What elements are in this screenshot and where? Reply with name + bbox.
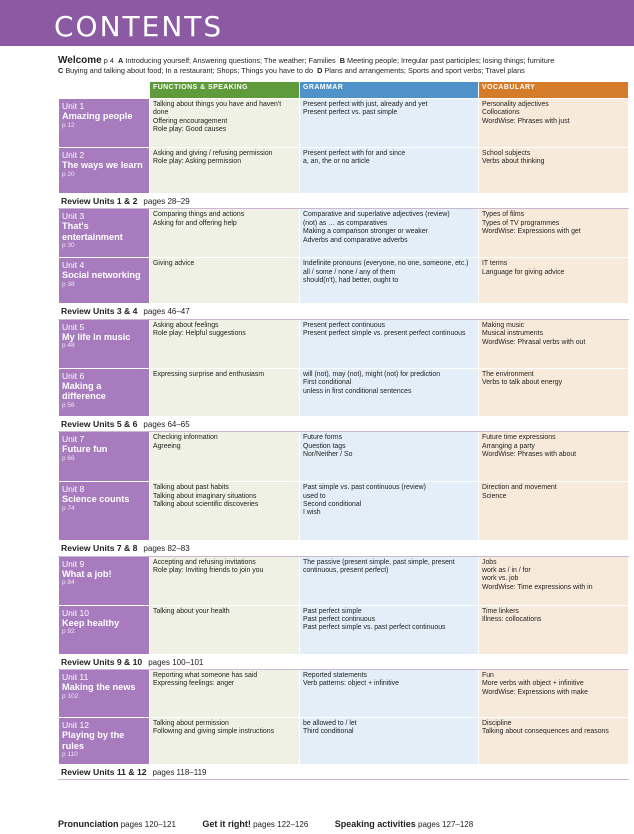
vocabulary-cell bbox=[479, 148, 629, 194]
unit-number: Unit 7 bbox=[62, 434, 85, 445]
welcome-d-text: Plans and arrangements; Sports and sport verbs; Travel plans bbox=[324, 65, 525, 75]
review-row bbox=[59, 765, 629, 780]
grammar-cell-item: should(n't), had better, ought to bbox=[303, 277, 399, 285]
vocabulary-cell bbox=[479, 432, 629, 482]
review-row bbox=[59, 654, 629, 669]
vocabulary-cell-item: WordWise: Phrases with just bbox=[482, 117, 570, 125]
unit-number: Unit 9 bbox=[62, 558, 85, 569]
unit-row bbox=[59, 258, 629, 304]
unit-title[interactable]: Social networking bbox=[62, 270, 141, 281]
functions-cell-item: Talking about past habits bbox=[153, 484, 229, 492]
vocabulary-cell-item: WordWise: Time expressions with in bbox=[482, 583, 593, 591]
vocabulary-cell bbox=[479, 670, 629, 718]
grammar-cell bbox=[300, 368, 479, 416]
unit-cell[interactable] bbox=[59, 605, 150, 654]
grammar-cell-item: Verb patterns: object + infinitive bbox=[303, 680, 399, 688]
grammar-cell-item: First conditional bbox=[303, 379, 352, 387]
unit-cell[interactable] bbox=[59, 368, 150, 416]
grammar-cell-item: Reported statements bbox=[303, 672, 367, 680]
review-label[interactable]: Review Units 3 & 4 bbox=[61, 306, 138, 317]
vocabulary-cell-item: Future time expressions bbox=[482, 434, 556, 442]
grammar-cell bbox=[300, 432, 479, 482]
unit-title[interactable]: My life in music bbox=[62, 331, 131, 342]
unit-cell[interactable] bbox=[59, 99, 150, 148]
functions-cell bbox=[150, 319, 300, 368]
review-cell[interactable] bbox=[59, 654, 629, 669]
unit-number: Unit 2 bbox=[62, 150, 85, 160]
unit-title[interactable]: What a job! bbox=[62, 568, 112, 579]
vocabulary-cell-item: work vs. job bbox=[482, 575, 519, 583]
welcome-line-1 bbox=[58, 56, 628, 66]
functions-cell bbox=[150, 209, 300, 258]
vocabulary-cell-item: Verbs to talk about energy bbox=[482, 379, 563, 387]
unit-cell[interactable] bbox=[59, 432, 150, 482]
vocabulary-cell-item: Personality adjectives bbox=[482, 101, 549, 108]
functions-cell-item: Asking for and offering help bbox=[153, 219, 237, 227]
functions-cell bbox=[150, 482, 300, 541]
vocabulary-cell-item: Types of TV programmes bbox=[482, 219, 560, 227]
contents-body bbox=[59, 99, 629, 780]
review-pages[interactable]: pages 46–47 bbox=[143, 307, 190, 317]
grammar-cell-item: Making a comparison stronger or weaker bbox=[303, 228, 428, 236]
unit-number: Unit 11 bbox=[62, 672, 89, 683]
functions-cell bbox=[150, 718, 300, 765]
welcome-c-text: Buying and talking about food; In a restaurant; Shops; Things you have to do bbox=[65, 65, 314, 75]
functions-cell-item: Role play: Good causes bbox=[153, 126, 227, 134]
grammar-cell bbox=[300, 556, 479, 605]
review-pages[interactable]: pages 82–83 bbox=[143, 544, 190, 554]
grammar-cell-item: Present perfect with just, already and yet bbox=[303, 101, 428, 108]
vocabulary-cell-item: Musical instruments bbox=[482, 330, 543, 338]
unit-page[interactable]: p 30 bbox=[62, 242, 75, 250]
grammar-cell-item: unless in first conditional sentences bbox=[303, 387, 412, 395]
functions-cell bbox=[150, 99, 300, 148]
grammar-cell-item: Second conditional bbox=[303, 501, 362, 509]
vocabulary-cell bbox=[479, 209, 629, 258]
welcome-b-text: Meeting people; Irregular past participles; losing things; furniture bbox=[347, 56, 555, 65]
vocabulary-cell-item: Collocations bbox=[482, 109, 520, 117]
unit-number: Unit 3 bbox=[62, 211, 85, 222]
unit-title[interactable]: Amazing people bbox=[62, 111, 133, 121]
get-it-right-label: Get it right! bbox=[202, 819, 251, 829]
unit-row bbox=[59, 368, 629, 416]
vocabulary-cell-item: Making music bbox=[482, 321, 525, 329]
vocabulary-cell-item: Talking about consequences and reasons bbox=[482, 728, 609, 736]
grammar-cell-item: a, an, the or no article bbox=[303, 158, 370, 166]
grammar-cell bbox=[300, 148, 479, 194]
vocabulary-cell-item: WordWise: Expressions with make bbox=[482, 688, 588, 696]
unit-page[interactable]: p 56 bbox=[62, 401, 75, 409]
unit-cell[interactable] bbox=[59, 319, 150, 368]
vocabulary-cell-item: The environment bbox=[482, 370, 534, 378]
vocabulary-cell bbox=[479, 718, 629, 765]
review-label[interactable]: Review Units 1 & 2 bbox=[61, 196, 138, 206]
unit-column-header bbox=[59, 82, 150, 99]
grammar-cell-item: Third conditional bbox=[303, 728, 354, 736]
vocabulary-cell-item: Discipline bbox=[482, 720, 512, 728]
grammar-cell-item: Present perfect continuous bbox=[303, 321, 385, 329]
review-label[interactable]: Review Units 5 & 6 bbox=[61, 418, 138, 429]
welcome-a-text: Introducing yourself; Answering questions; The weather; Families bbox=[125, 56, 336, 65]
review-pages[interactable]: pages 64–65 bbox=[143, 419, 190, 429]
unit-number: Unit 12 bbox=[62, 720, 89, 731]
vocabulary-cell-item: WordWise: Expressions with get bbox=[482, 228, 581, 236]
grammar-cell-item: Past simple vs. past continuous (review) bbox=[303, 484, 426, 492]
header-banner bbox=[0, 0, 634, 46]
unit-row bbox=[59, 556, 629, 605]
pronunciation-label: Pronunciation bbox=[58, 819, 119, 829]
functions-cell bbox=[150, 670, 300, 718]
vocabulary-cell-item: Time linkers bbox=[482, 607, 519, 615]
grammar-cell-item: The passive (present simple, past simple, present continuous, present perfect) bbox=[303, 558, 455, 575]
functions-cell-item: Role play: Asking permission bbox=[153, 158, 242, 166]
unit-row bbox=[59, 605, 629, 654]
grammar-cell-item: Present perfect with for and since bbox=[303, 150, 406, 157]
vocabulary-cell bbox=[479, 605, 629, 654]
grammar-cell-item: Nor/Neither / So bbox=[303, 451, 353, 459]
review-cell[interactable] bbox=[59, 304, 629, 319]
vocabulary-cell-item: More verbs with object + infinitive bbox=[482, 680, 584, 688]
unit-cell[interactable] bbox=[59, 482, 150, 541]
unit-page[interactable]: p 20 bbox=[62, 170, 75, 178]
unit-title[interactable]: Making the news bbox=[62, 682, 136, 693]
review-row bbox=[59, 541, 629, 556]
functions-cell-item: Talking about permission bbox=[153, 720, 229, 728]
unit-row bbox=[59, 148, 629, 194]
grammar-cell-item: Adverbs and comparative adverbs bbox=[303, 236, 408, 244]
grammar-cell-item: used to bbox=[303, 492, 326, 500]
unit-cell[interactable] bbox=[59, 209, 150, 258]
vocabulary-cell bbox=[479, 482, 629, 541]
functions-cell-item: Comparing things and actions bbox=[153, 211, 245, 219]
functions-cell-item: Expressing surprise and enthusiasm bbox=[153, 370, 265, 378]
unit-title[interactable]: That's entertainment bbox=[62, 221, 123, 242]
welcome-label: Welcome bbox=[58, 55, 102, 66]
unit-page[interactable]: p 12 bbox=[62, 121, 75, 129]
unit-title[interactable]: Future fun bbox=[62, 444, 108, 455]
grammar-cell bbox=[300, 718, 479, 765]
vocabulary-cell bbox=[479, 258, 629, 304]
functions-cell-item: Expressing feelings: anger bbox=[153, 680, 235, 688]
grammar-cell-item: Present perfect vs. past simple bbox=[303, 109, 398, 117]
review-cell[interactable] bbox=[59, 541, 629, 556]
grammar-cell bbox=[300, 482, 479, 541]
functions-cell-item: Asking about feelings bbox=[153, 321, 219, 329]
vocabulary-cell-item: Direction and movement bbox=[482, 484, 557, 492]
vocabulary-cell-item: School subjects bbox=[482, 150, 531, 157]
unit-row bbox=[59, 482, 629, 541]
functions-cell-item: Talking about imaginary situations bbox=[153, 492, 257, 500]
vocabulary-cell-item: Fun bbox=[482, 672, 494, 680]
unit-page[interactable]: p 74 bbox=[62, 504, 75, 512]
unit-row bbox=[59, 209, 629, 258]
functions-cell-item: Offering encouragement bbox=[153, 117, 228, 125]
unit-title[interactable]: The ways we learn bbox=[62, 160, 143, 170]
unit-row bbox=[59, 718, 629, 765]
unit-number: Unit 5 bbox=[62, 321, 85, 332]
welcome-section bbox=[58, 56, 628, 75]
review-row bbox=[59, 416, 629, 431]
pronunciation-pages[interactable]: pages 120–121 bbox=[120, 820, 176, 829]
grammar-cell-item: be allowed to / let bbox=[303, 720, 357, 728]
unit-page[interactable]: p 102 bbox=[62, 692, 79, 700]
review-cell[interactable] bbox=[59, 416, 629, 431]
grammar-cell-item: Past perfect continuous bbox=[303, 616, 376, 624]
unit-number: Unit 10 bbox=[62, 607, 89, 618]
unit-number: Unit 4 bbox=[62, 260, 85, 271]
contents-table bbox=[58, 81, 629, 780]
unit-title[interactable]: Keep healthy bbox=[62, 617, 120, 628]
vocabulary-cell-item: Verbs about thinking bbox=[482, 158, 545, 166]
functions-cell-item: Role play: Helpful suggestions bbox=[153, 330, 246, 338]
unit-page[interactable]: p 38 bbox=[62, 280, 75, 288]
review-label[interactable]: Review Units 9 & 10 bbox=[61, 656, 143, 667]
grammar-cell-item: will (not), may (not), might (not) for prediction bbox=[303, 370, 441, 378]
review-cell[interactable] bbox=[59, 765, 629, 780]
functions-cell bbox=[150, 556, 300, 605]
vocabulary-cell-item: Language for giving advice bbox=[482, 268, 565, 276]
welcome-line-2 bbox=[58, 66, 628, 76]
unit-page[interactable]: p 84 bbox=[62, 579, 75, 587]
vocabulary-cell-item: WordWise: Phrases with about bbox=[482, 451, 577, 459]
unit-page[interactable]: p 48 bbox=[62, 342, 75, 350]
vocabulary-cell-item: Science bbox=[482, 492, 507, 500]
vocabulary-cell-item: Jobs bbox=[482, 558, 497, 566]
functions-column-header: FUNCTIONS & SPEAKING bbox=[150, 82, 300, 99]
unit-row bbox=[59, 432, 629, 482]
get-it-right-pages[interactable]: pages 122–126 bbox=[253, 820, 309, 829]
vocabulary-cell-item: IT terms bbox=[482, 260, 508, 268]
review-row bbox=[59, 304, 629, 319]
unit-page[interactable]: p 110 bbox=[62, 751, 78, 759]
review-row bbox=[59, 194, 629, 209]
unit-title[interactable]: Science counts bbox=[62, 494, 130, 505]
review-label[interactable]: Review Units 11 & 12 bbox=[61, 767, 147, 778]
speaking-activities-pages[interactable]: pages 127–128 bbox=[418, 820, 474, 829]
grammar-cell-item: (not) as … as comparatives bbox=[303, 219, 388, 227]
welcome-b-key: B bbox=[339, 56, 346, 65]
review-cell[interactable] bbox=[59, 194, 629, 209]
vocabulary-cell bbox=[479, 368, 629, 416]
unit-page[interactable]: p 92 bbox=[62, 628, 75, 636]
functions-cell-item: Accepting and refusing invitations bbox=[153, 558, 256, 566]
grammar-cell bbox=[300, 99, 479, 148]
grammar-cell-item: Indefinite pronouns (everyone, no one, someone, etc.) bbox=[303, 260, 469, 268]
speaking-activities-label: Speaking activities bbox=[334, 819, 416, 829]
unit-cell[interactable] bbox=[59, 556, 150, 605]
grammar-cell-item: Past perfect simple vs. past perfect continuous bbox=[303, 624, 446, 632]
grammar-cell bbox=[300, 319, 479, 368]
unit-cell[interactable] bbox=[59, 258, 150, 304]
vocabulary-cell bbox=[479, 99, 629, 148]
functions-cell-item: Talking about things you have and haven't done bbox=[153, 101, 282, 117]
grammar-cell-item: all / some / none / any of them bbox=[303, 268, 396, 276]
grammar-cell bbox=[300, 258, 479, 304]
vocabulary-cell-item: Illness: collocations bbox=[482, 616, 542, 624]
functions-cell-item: Following and giving simple instructions bbox=[153, 728, 275, 736]
unit-cell[interactable] bbox=[59, 670, 150, 718]
welcome-d-key: D bbox=[317, 65, 323, 75]
footer-links bbox=[58, 819, 473, 829]
review-label[interactable]: Review Units 7 & 8 bbox=[61, 543, 138, 554]
functions-cell-item: Talking about your health bbox=[153, 607, 230, 615]
unit-row bbox=[59, 670, 629, 718]
grammar-cell-item: Question tags bbox=[303, 442, 346, 450]
unit-number: Unit 6 bbox=[62, 370, 85, 381]
unit-cell[interactable] bbox=[59, 148, 150, 194]
functions-cell-item: Agreeing bbox=[153, 442, 181, 450]
unit-page[interactable]: p 66 bbox=[62, 454, 75, 462]
vocabulary-cell-item: Arranging a party bbox=[482, 442, 535, 450]
grammar-cell-item: Comparative and superlative adjectives (review) bbox=[303, 211, 450, 219]
welcome-a-key: A bbox=[117, 56, 124, 65]
unit-number: Unit 8 bbox=[62, 484, 85, 495]
review-pages[interactable]: pages 28–29 bbox=[143, 197, 190, 206]
unit-number: Unit 1 bbox=[62, 101, 85, 111]
page-title: CONTENTS bbox=[54, 10, 224, 43]
functions-cell-item: Giving advice bbox=[153, 260, 195, 268]
functions-cell-item: Asking and giving / refusing permission bbox=[153, 150, 273, 157]
vocabulary-cell-item: WordWise: Phrasal verbs with out bbox=[482, 338, 586, 346]
functions-cell bbox=[150, 258, 300, 304]
unit-row bbox=[59, 99, 629, 148]
functions-cell bbox=[150, 368, 300, 416]
vocabulary-cell-item: Types of films bbox=[482, 211, 525, 219]
unit-title[interactable]: Playing by the rules bbox=[62, 730, 125, 751]
vocabulary-cell-item: work as / in / for bbox=[482, 567, 531, 575]
review-pages[interactable]: pages 118–119 bbox=[152, 768, 207, 778]
review-pages[interactable]: pages 100–101 bbox=[148, 657, 204, 667]
grammar-cell-item: I wish bbox=[303, 509, 321, 517]
grammar-cell bbox=[300, 670, 479, 718]
grammar-cell bbox=[300, 605, 479, 654]
vocabulary-cell bbox=[479, 319, 629, 368]
functions-cell-item: Reporting what someone has said bbox=[153, 672, 258, 680]
unit-title[interactable]: Making a difference bbox=[62, 380, 106, 402]
welcome-c-key: C bbox=[58, 65, 64, 75]
functions-cell-item: Talking about scientific discoveries bbox=[153, 501, 259, 509]
unit-cell[interactable] bbox=[59, 718, 150, 765]
grammar-cell-item: Past perfect simple bbox=[303, 607, 362, 615]
grammar-column-header: GRAMMAR bbox=[300, 82, 479, 99]
functions-cell bbox=[150, 605, 300, 654]
grammar-cell-item: Present perfect simple vs. present perfect continuous bbox=[303, 330, 466, 338]
vocabulary-cell bbox=[479, 556, 629, 605]
grammar-cell-item: Future forms bbox=[303, 434, 343, 442]
welcome-page[interactable]: p 4 bbox=[103, 56, 114, 65]
unit-row bbox=[59, 319, 629, 368]
functions-cell-item: Checking information bbox=[153, 434, 218, 442]
grammar-cell bbox=[300, 209, 479, 258]
functions-cell bbox=[150, 432, 300, 482]
column-header-row bbox=[59, 82, 629, 99]
vocabulary-column-header: VOCABULARY bbox=[479, 82, 629, 99]
functions-cell-item: Role play: Inviting friends to join you bbox=[153, 567, 264, 575]
functions-cell bbox=[150, 148, 300, 194]
